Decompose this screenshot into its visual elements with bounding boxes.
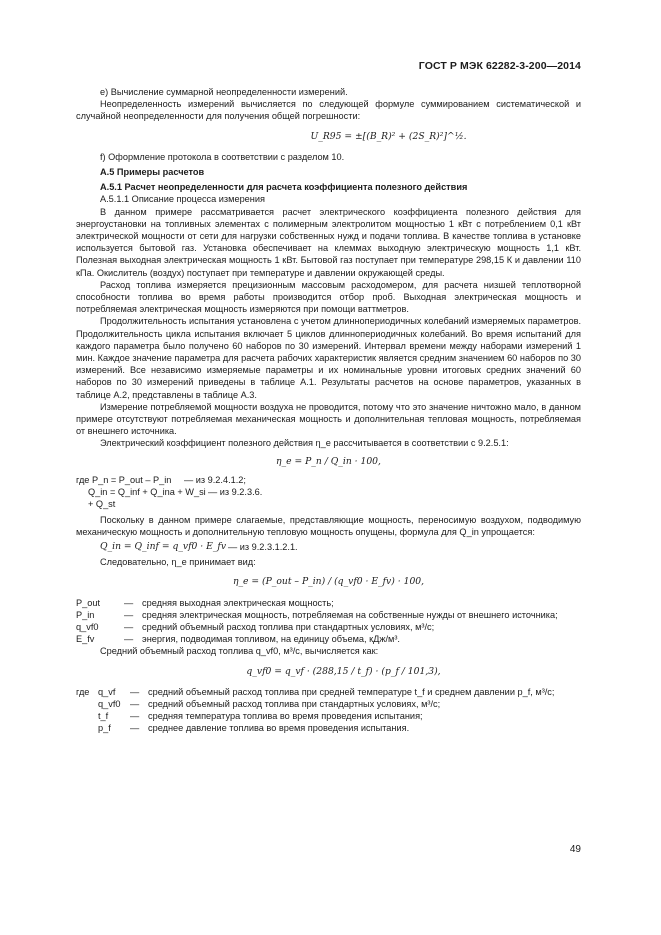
paragraph-air-power: Измерение потребляемой мощности воздуха не проводится, потому что это значение ничтожно мало, в данном примере отсутствуют потребляемая механическая мощность и дополнительная тепловая мощность, потребляемая от внешнего источника. bbox=[76, 401, 581, 437]
definition-symbol: t_f bbox=[98, 711, 109, 722]
where-qin: Q_in = Q_inf + Q_ina + W_si + Q_st bbox=[88, 487, 206, 510]
where-qin-ref: — из 9.2.3.6. bbox=[208, 487, 263, 498]
where-block-1 bbox=[76, 474, 581, 486]
formula-flow-rate: q_vf0 = q_vf · (288,15 / t_f) · (p_f / 101,3), bbox=[246, 665, 441, 677]
definition-row: P_in — средняя электрическая мощность, потребляемая на собственные нужды от внешнего источника; bbox=[76, 609, 558, 620]
section-e-text: Неопределенность измерений вычисляется по следующей формуле суммированием систематической и случайной неопределенности для получения общей погрешности: bbox=[76, 99, 581, 122]
definition-text: энергия, подводимая топливом, на единицу объема, кДж/м³. bbox=[142, 634, 400, 645]
paragraph-consequently: Следовательно, η_e принимает вид: bbox=[100, 557, 256, 568]
definition-symbol: q_vf0 bbox=[76, 621, 99, 632]
where-pn-ref: — из 9.2.4.1.2; bbox=[184, 474, 246, 485]
definition-text: средняя выходная электрическая мощность; bbox=[142, 597, 334, 608]
definition-row: t_f — средняя температура топлива во время проведения испытания; bbox=[98, 711, 423, 722]
paragraph-fuel-measurement: Расход топлива измеряется прецизионным массовым расходомером, для расчета низшей теплотворной способности топлива во время работы производится отбор проб. Выходная электрическая мощность и потребляемая электрическая мощность измеряются при помощи ваттметров. bbox=[76, 279, 581, 315]
definition-symbol: P_in bbox=[76, 609, 95, 620]
definition-text: среднее давление топлива во время проведения испытания. bbox=[148, 723, 410, 734]
definition-text: средняя температура топлива во время проведения испытания; bbox=[148, 711, 423, 722]
paragraph-flow-rate: Средний объемный расход топлива q_vf0, м³/с, вычисляется как: bbox=[100, 646, 379, 657]
formula-efficiency-expanded: η_e = (P_out – P_in) / (q_vf0 · E_fv) · 100, bbox=[232, 576, 425, 588]
formula-uncertainty: U_R95 = ±[(B_R)² + (2S_R)²]^½. bbox=[310, 130, 467, 142]
definition-symbol: q_vf0 bbox=[98, 698, 121, 709]
definition-prefix: где bbox=[76, 686, 90, 697]
formula-qin-ref: — из 9.2.3.1.2.1. bbox=[228, 541, 298, 552]
standard-header: ГОСТ Р МЭК 62282-3-200—2014 bbox=[418, 60, 581, 72]
paragraph-simplification: Поскольку в данном примере слагаемые, представляющие мощность, переносимую воздухом, подводимую механическую мощность и дополнительную тепловую мощность опущены, формула для Q_in упрощается: bbox=[76, 514, 581, 537]
definition-text: средний объемный расход топлива при средней температуре t_f и среднем давлении p_f, м³/с; bbox=[148, 686, 555, 697]
definition-symbol: E_fv bbox=[76, 634, 95, 645]
paragraph-efficiency-intro: Электрический коэффициент полезного действия η_e рассчитывается в соответствии с 9.2.5.1: bbox=[100, 438, 509, 449]
page-number: 49 bbox=[569, 844, 581, 855]
section-e-title: е) Вычисление суммарной неопределенности измерений. bbox=[100, 87, 348, 97]
definition-text: средняя электрическая мощность, потребляемая на собственные нужды от внешнего источника; bbox=[142, 609, 558, 620]
page-content bbox=[76, 86, 581, 735]
definition-symbol: P_out bbox=[76, 597, 101, 608]
paragraph-test-duration: Продолжительность испытания установлена с учетом длиннопериодичных колебаний измеряемых параметров. Продолжительность цикла испытания включает 5 циклов длиннопериодичных колебаний. Во время испытаний для каждого параметра было получено 60 наборов по 30 измерений. Интервал времени между наборами измерений 1 мин. Каждое значение параметра для расчета рабочих характеристик является средним значением 60 наборов по 30 измерений. Все независимо измеряемые параметры и их номинальные уровни итоговых средних значений 60 наборов по 30 измерений приведены в таблице А.1. Результаты расчетов на основе параметров, указанных в таблице А.2, представлены в таблице А.3. bbox=[76, 316, 581, 400]
definition-text: средний объемный расход топлива при стандартных условиях, м³/с; bbox=[148, 698, 441, 709]
section-a5-title: А.5 Примеры расчетов bbox=[100, 167, 205, 178]
where-pn: где P_n = P_out – P_in bbox=[76, 474, 172, 485]
formula-qin: Q_in = Q_inf = q_vf0 · E_fv bbox=[100, 540, 227, 552]
definition-row: p_f — среднее давление топлива во время проведения испытания. bbox=[98, 723, 410, 734]
definition-symbol: q_vf bbox=[98, 686, 116, 697]
definition-row: P_out — средняя выходная электрическая мощность; bbox=[76, 597, 334, 608]
definition-row: q_vf0 — средний объемный расход топлива при стандартных условиях, м³/с; bbox=[76, 621, 435, 632]
definition-row: q_vf0 — средний объемный расход топлива при стандартных условиях, м³/с; bbox=[98, 698, 441, 709]
definition-text: средний объемный расход топлива при стандартных условиях, м³/с; bbox=[142, 621, 435, 632]
definition-row: где q_vf — средний объемный расход топлива при средней температуре t_f и среднем давлении p_f, м³/с; bbox=[76, 686, 555, 697]
section-a511-title: А.5.1.1 Описание процесса измерения bbox=[100, 194, 265, 205]
where-block-2 bbox=[76, 486, 581, 510]
section-f-title: f) Оформление протокола в соответствии с разделом 10. bbox=[100, 151, 345, 162]
definition-row: E_fv — энергия, подводимая топливом, на единицу объема, кДж/м³. bbox=[76, 634, 400, 645]
definition-symbol: p_f bbox=[98, 723, 111, 734]
section-a51-title: А.5.1 Расчет неопределенности для расчета коэффициента полезного действия bbox=[100, 182, 468, 193]
paragraph-example-description: В данном примере рассматривается расчет электрического коэффициента полезного действия для энергоустановки на топливных элементах с полимерным электролитом мощностью 1 кВт с потреблением 0,1 кВт электрической мощности от сети для нагрузки собственных нужд и подачи топлива. В качестве топлива в установке используется бытовой газ. Установка обеспечивает на клеммах выходную электрическую мощность 1,1 кВт. Полезная выходная электрическая мощность 1 кВт. Бытовой газ поступает при температуре 298,15 К и давлении 110 кПа. Окислитель (воздух) поступает при температуре и давлении окружающей среды. bbox=[76, 206, 581, 278]
formula-efficiency: η_e = P_n / Q_in · 100, bbox=[276, 455, 381, 467]
formula-qin-row bbox=[76, 541, 581, 553]
